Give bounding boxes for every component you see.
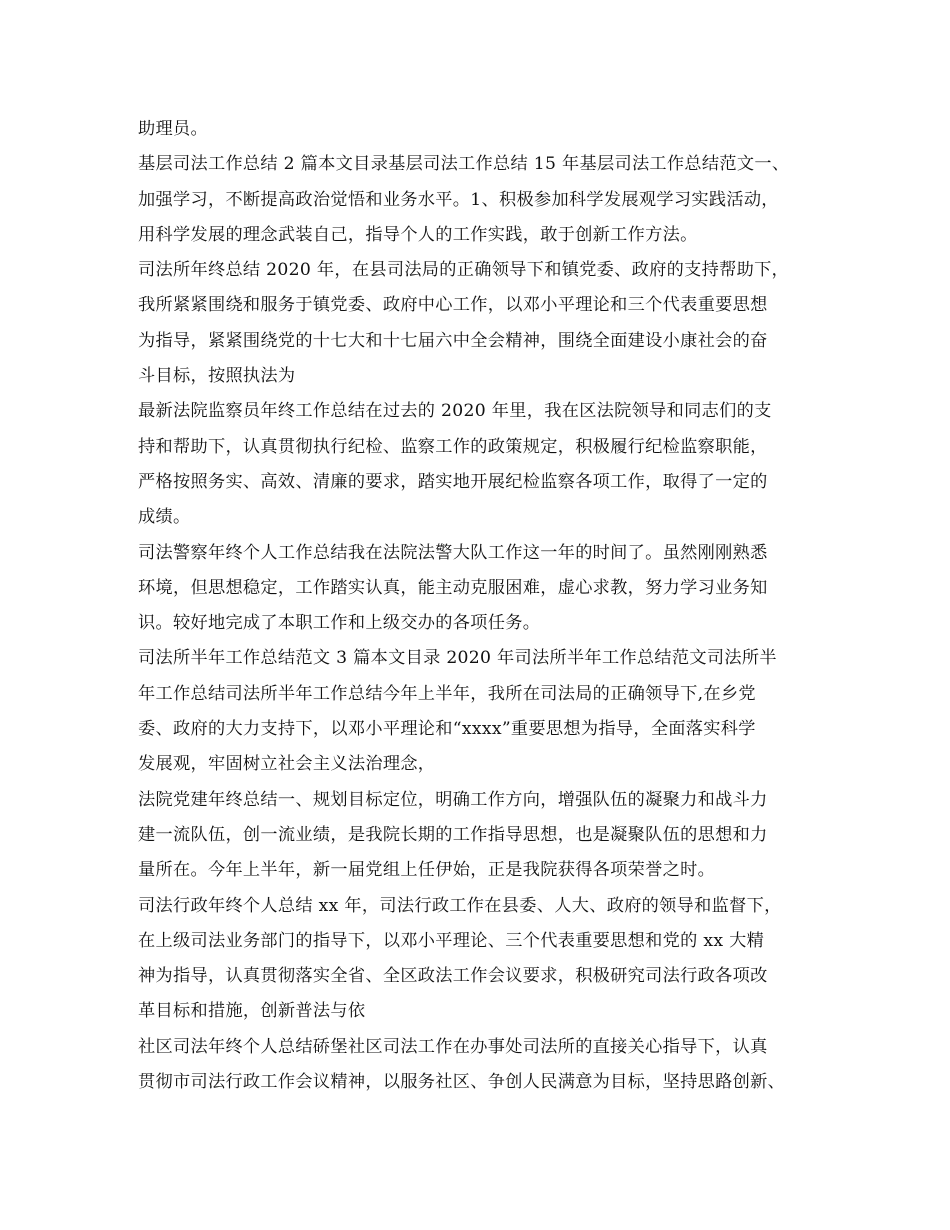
- paragraph: [138, 641, 824, 782]
- text-line: 为指导，紧紧围绕党的十七大和十七届六中全会精神，围绕全面建设小康社会的奋: [138, 330, 768, 351]
- text-line: 发展观，牢固树立社会主义法治理念，: [138, 754, 436, 775]
- paragraph: [138, 394, 824, 535]
- paragraph: [138, 147, 824, 253]
- text-line: 严格按照务实、高效、清廉的要求，踏实地开展纪检监察各项工作，取得了一定的: [138, 471, 768, 492]
- text-line: 我所紧紧围绕和服务于镇党委、政府中心工作，以邓小平理论和三个代表重要思想: [138, 295, 768, 316]
- paragraph: [138, 783, 824, 889]
- paragraph: [138, 536, 824, 642]
- text-line: 识。较好地完成了本职工作和上级交办的各项任务。: [138, 613, 541, 634]
- text-line: 社区司法年终个人总结硚堡社区司法工作在办事处司法所的直接关心指导下，认真: [138, 1036, 768, 1057]
- text-line: 神为指导，认真贯彻落实全省、全区政法工作会议要求，积极研究司法行政各项改: [138, 966, 768, 987]
- text-line: 贯彻市司法行政工作会议精神，以服务社区、争创人民满意为目标，坚持思路创新、: [138, 1072, 786, 1093]
- text-line: 年工作总结司法所半年工作总结今年上半年，我所在司法局的正确领导下,在乡党: [138, 683, 756, 704]
- text-line: 基层司法工作总结 2 篇本文目录基层司法工作总结 15 年基层司法工作总结范文一、: [138, 154, 790, 175]
- text-line: 司法警察年终个人工作总结我在法院法警大队工作这一年的时间了。虽然刚刚熟悉: [138, 542, 768, 563]
- text-line: 助理员。: [138, 119, 208, 139]
- text-line: 司法所年终总结 2020 年，在县司法局的正确领导下和镇党委、政府的支持帮助下，: [138, 260, 790, 281]
- text-line: 量所在。今年上半年，新一届党组上任伊始，正是我院获得各项荣誉之时。: [138, 860, 716, 881]
- text-line: 环境，但思想稳定，工作踏实认真，能主动克服困难，虚心求教，努力学习业务知: [138, 577, 768, 598]
- text-line: 加强学习，不断提高政治觉悟和业务水平。1、积极参加科学发展观学习实践活动，: [138, 189, 779, 210]
- document-body: [138, 112, 824, 1100]
- text-line: 持和帮助下，认真贯彻执行纪检、监察工作的政策规定，积极履行纪检监察职能，: [138, 436, 768, 457]
- paragraph: [138, 253, 824, 394]
- paragraph: [138, 1030, 824, 1101]
- paragraph: [138, 889, 824, 1030]
- text-line: 法院党建年终总结一、规划目标定位，明确工作方向，增强队伍的凝聚力和战斗力: [138, 789, 768, 810]
- text-line: 革目标和措施，创新普法与依: [138, 1001, 366, 1022]
- text-line: 在上级司法业务部门的指导下，以邓小平理论、三个代表重要思想和党的 xx 大精: [138, 930, 765, 951]
- text-line: 委、政府的大力支持下，以邓小平理论和“xxxx”重要思想为指导，全面落实科学: [138, 719, 756, 740]
- paragraph: [138, 112, 824, 147]
- text-line: 成绩。: [138, 507, 191, 528]
- text-line: 斗目标，按照执法为: [138, 366, 296, 387]
- text-line: 司法所半年工作总结范文 3 篇本文目录 2020 年司法所半年工作总结范文司法所半: [138, 648, 777, 669]
- text-line: 建一流队伍，创一流业绩，是我院长期的工作指导思想，也是凝聚队伍的思想和力: [138, 824, 768, 845]
- text-line: 司法行政年终个人总结 xx 年，司法行政工作在县委、人大、政府的领导和监督下，: [138, 895, 782, 916]
- text-line: 用科学发展的理念武装自己，指导个人的工作实践，敢于创新工作方法。: [138, 224, 698, 245]
- text-line: 最新法院监察员年终工作总结在过去的 2020 年里，我在区法院领导和同志们的支: [138, 401, 772, 422]
